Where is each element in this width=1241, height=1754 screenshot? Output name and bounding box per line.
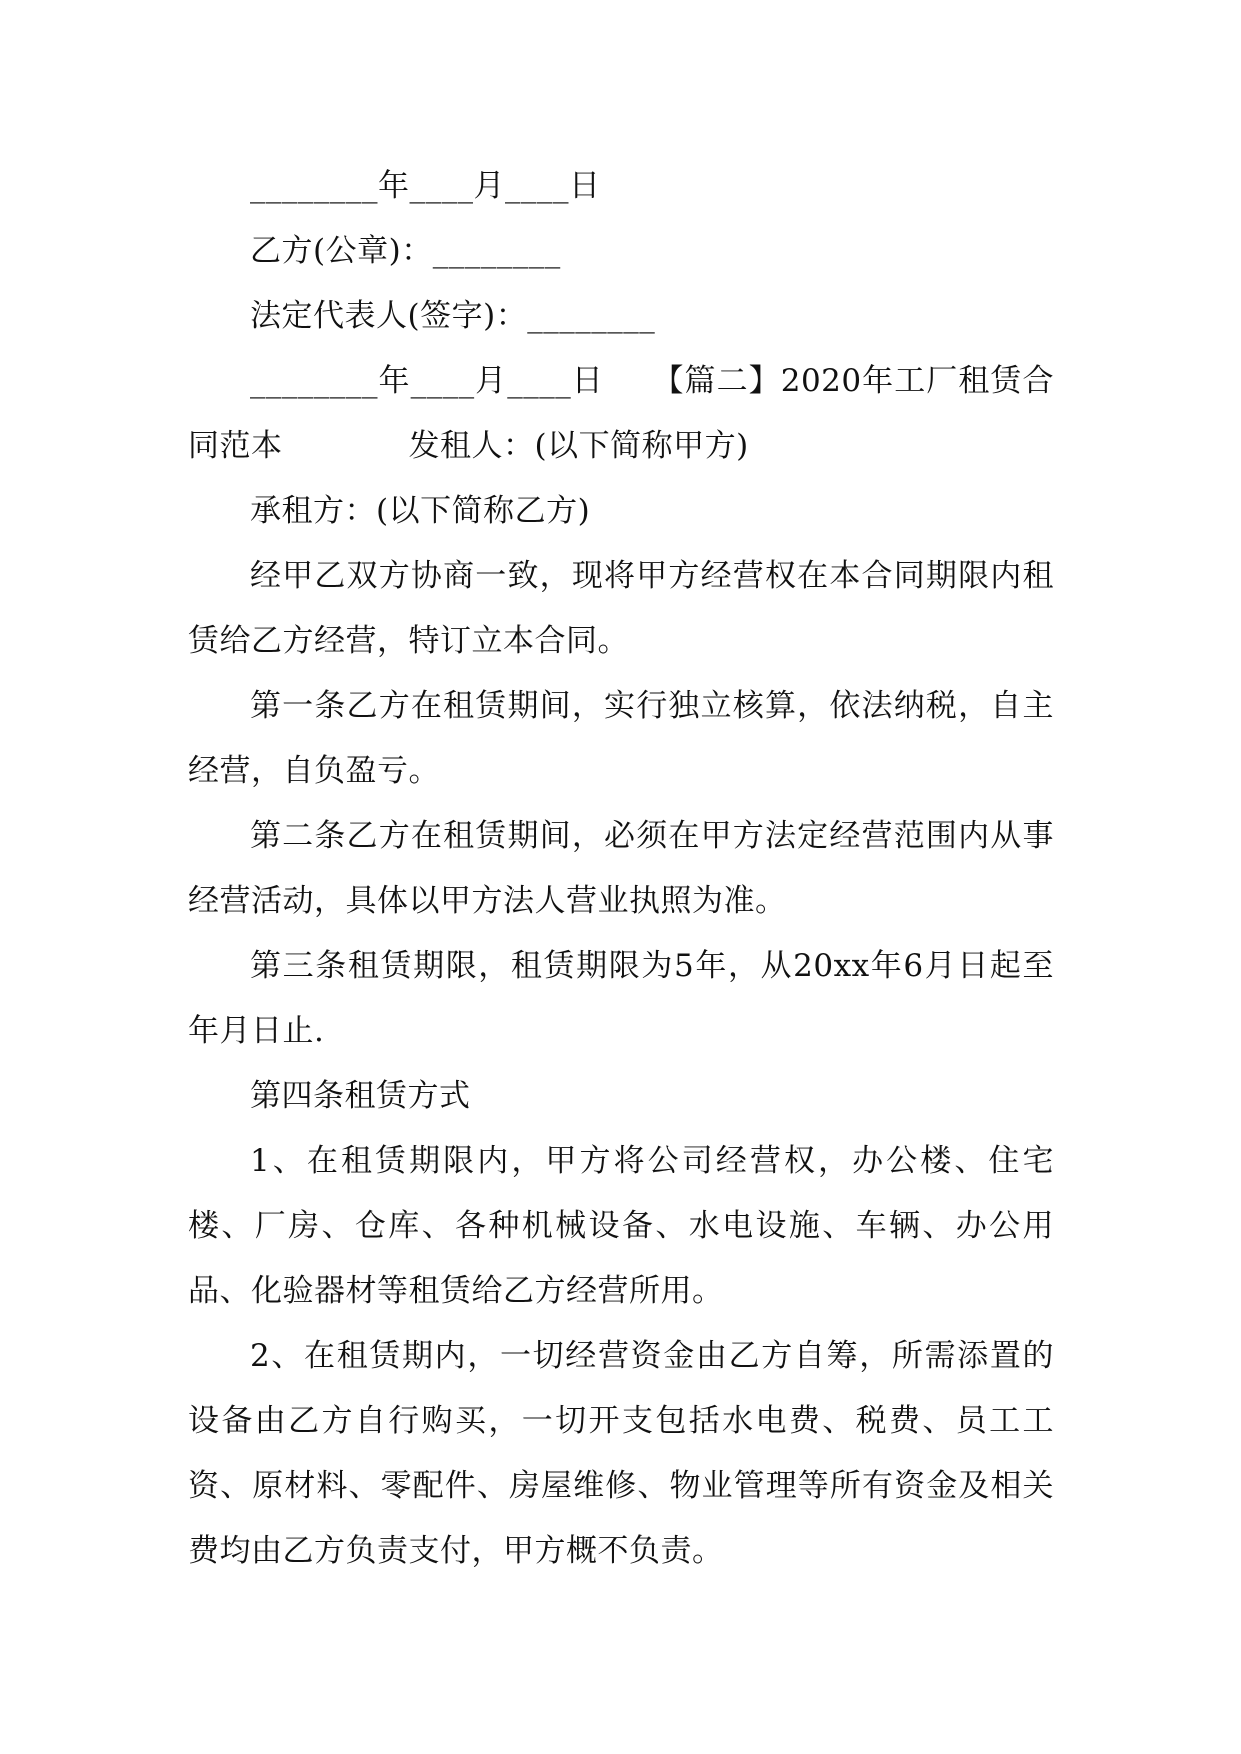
lessee-line: 承租方：(以下简称乙方) <box>250 493 591 529</box>
article-1: 第一条乙方在租赁期间，实行独立核算，依法纳税，自主经营，自负盈亏。 <box>188 688 1054 789</box>
article-3: 第三条租赁期限，租赁期限为5年，从20xx年6月日起至年月日止. <box>188 948 1054 1049</box>
date-line-2-and-section-title: ________年____月____日 【篇二】2020年工厂租赁合同范本 发租人：(以下简称甲方) <box>188 363 1054 464</box>
article-4-item-1: 1、在租赁期限内，甲方将公司经营权，办公楼、住宅楼、厂房、仓库、各种机械设备、水电设施、车辆、办公用品、化验器材等租赁给乙方经营所用。 <box>188 1143 1054 1309</box>
party-b-seal-line: 乙方(公章)：________ <box>250 233 561 269</box>
article-4-heading: 第四条租赁方式 <box>250 1078 471 1114</box>
document-body <box>188 154 1054 1584</box>
preamble-paragraph: 经甲乙双方协商一致，现将甲方经营权在本合同期限内租赁给乙方经营，特订立本合同。 <box>188 558 1054 659</box>
legal-representative-line: 法定代表人(签字)：________ <box>250 298 656 334</box>
article-2: 第二条乙方在租赁期间，必须在甲方法定经营范围内从事经营活动，具体以甲方法人营业执照为准。 <box>188 818 1054 919</box>
article-4-item-2: 2、在租赁期内，一切经营资金由乙方自筹，所需添置的设备由乙方自行购买，一切开支包括水电费、税费、员工工资、原材料、零配件、房屋维修、物业管理等所有资金及相关费均由乙方负责支付，甲方概不负责。 <box>188 1338 1054 1569</box>
date-line-1: ________年____月____日 <box>250 168 601 204</box>
